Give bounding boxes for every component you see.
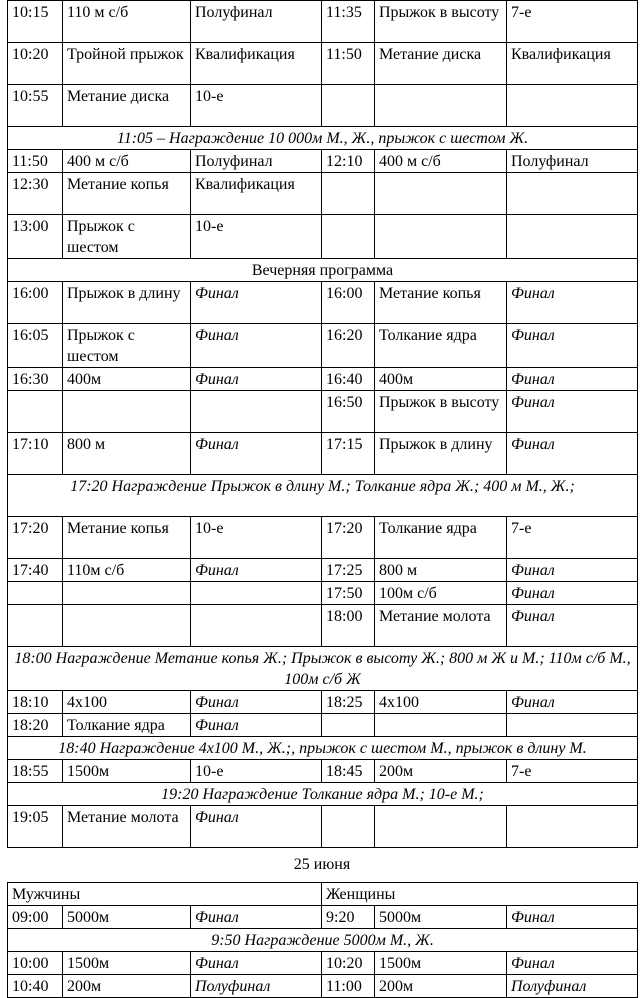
men-event-cell: Метание копья	[63, 517, 191, 559]
women-time-cell	[322, 173, 375, 215]
award-ceremony-row: 17:20 Награждение Прыжок в длину М.; Толкание ядра Ж.; 400 м М., Ж.;	[8, 475, 638, 517]
women-time-cell	[322, 806, 375, 848]
women-time-cell: 11:50	[322, 43, 375, 85]
men-event-cell: 400м	[63, 368, 191, 391]
women-event-cell: 100м с/б	[375, 582, 507, 605]
award-row	[8, 783, 638, 806]
men-event-cell: 800 м	[63, 433, 191, 475]
men-stage-cell: Финал	[191, 906, 322, 929]
men-time-cell: 09:00	[8, 906, 63, 929]
women-time-cell: 17:50	[322, 582, 375, 605]
women-event-cell: Прыжок в длину	[375, 433, 507, 475]
men-stage-cell: Квалификация	[191, 43, 322, 85]
women-event-cell: 400м	[375, 368, 507, 391]
women-stage-cell: Финал	[507, 368, 638, 391]
women-time-cell: 9:20	[322, 906, 375, 929]
women-time-cell: 16:20	[322, 324, 375, 368]
schedule-row	[8, 282, 638, 324]
women-event-cell	[375, 173, 507, 215]
women-time-cell: 18:25	[322, 691, 375, 714]
schedule-row	[8, 517, 638, 559]
men-time-cell	[8, 605, 63, 647]
women-event-cell	[375, 85, 507, 127]
women-event-cell: 5000м	[375, 906, 507, 929]
women-time-cell: 17:25	[322, 559, 375, 582]
men-event-cell: Метание копья	[63, 173, 191, 215]
women-event-cell: 200м	[375, 975, 507, 998]
men-event-cell	[63, 582, 191, 605]
women-event-cell: Метание молота	[375, 605, 507, 647]
women-stage-cell: Финал	[507, 582, 638, 605]
women-stage-cell: Финал	[507, 391, 638, 433]
men-stage-cell: Финал	[191, 691, 322, 714]
schedule-row	[8, 43, 638, 85]
men-stage-cell: 10-е	[191, 215, 322, 259]
women-time-cell: 16:50	[322, 391, 375, 433]
women-time-cell: 16:40	[322, 368, 375, 391]
women-stage-cell	[507, 215, 638, 259]
men-event-cell: 1500м	[63, 952, 191, 975]
men-time-cell: 19:05	[8, 806, 63, 848]
gender-header-row	[8, 883, 638, 906]
women-stage-cell: Квалификация	[507, 43, 638, 85]
men-stage-cell	[191, 582, 322, 605]
women-event-cell: 200м	[375, 760, 507, 783]
men-time-cell: 16:30	[8, 368, 63, 391]
award-row	[8, 475, 638, 517]
men-event-cell: Метание диска	[63, 85, 191, 127]
women-stage-cell: Финал	[507, 433, 638, 475]
men-stage-cell: Финал	[191, 952, 322, 975]
schedule-row	[8, 433, 638, 475]
women-time-cell: 16:00	[322, 282, 375, 324]
women-time-cell: 18:45	[322, 760, 375, 783]
men-event-cell: 5000м	[63, 906, 191, 929]
men-time-cell: 10:00	[8, 952, 63, 975]
women-event-cell: 800 м	[375, 559, 507, 582]
women-time-cell: 10:20	[322, 952, 375, 975]
award-row	[8, 647, 638, 691]
women-time-cell: 18:00	[322, 605, 375, 647]
schedule-row	[8, 173, 638, 215]
women-stage-cell: Полуфинал	[507, 975, 638, 998]
men-time-cell: 11:50	[8, 150, 63, 173]
men-time-cell: 13:00	[8, 215, 63, 259]
women-header: Женщины	[322, 883, 638, 906]
schedule-row	[8, 605, 638, 647]
men-stage-cell: 10-е	[191, 760, 322, 783]
men-time-cell	[8, 391, 63, 433]
award-ceremony-row: 18:40 Награждение 4х100 М., Ж.;, прыжок с шестом М., прыжок в длину М.	[8, 737, 638, 760]
award-row	[8, 929, 638, 952]
men-event-cell: 110м с/б	[63, 559, 191, 582]
women-event-cell: 400 м с/б	[375, 150, 507, 173]
women-event-cell: 1500м	[375, 952, 507, 975]
women-time-cell: 11:00	[322, 975, 375, 998]
women-event-cell: Прыжок в высоту	[375, 1, 507, 43]
women-stage-cell	[507, 714, 638, 737]
section-title: Вечерняя программа	[8, 259, 638, 282]
women-stage-cell	[507, 806, 638, 848]
women-stage-cell: Финал	[507, 691, 638, 714]
section-row	[8, 259, 638, 282]
schedule-row	[8, 368, 638, 391]
men-event-cell: Толкание ядра	[63, 714, 191, 737]
schedule-row	[8, 714, 638, 737]
award-ceremony-row: 11:05 – Награждение 10 000м М., Ж., прыжок с шестом Ж.	[8, 127, 638, 150]
men-stage-cell: Полуфинал	[191, 975, 322, 998]
men-time-cell: 16:00	[8, 282, 63, 324]
women-event-cell: Толкание ядра	[375, 324, 507, 368]
women-time-cell	[322, 714, 375, 737]
men-event-cell	[63, 605, 191, 647]
women-time-cell	[322, 215, 375, 259]
schedule-row	[8, 806, 638, 848]
women-event-cell: 4х100	[375, 691, 507, 714]
schedule-row	[8, 582, 638, 605]
schedule-row	[8, 975, 638, 998]
women-stage-cell: Полуфинал	[507, 150, 638, 173]
schedule-row	[8, 150, 638, 173]
schedule-table-day1	[7, 0, 638, 848]
men-time-cell: 17:20	[8, 517, 63, 559]
women-event-cell	[375, 714, 507, 737]
men-time-cell: 18:55	[8, 760, 63, 783]
men-event-cell: Тройной прыжок	[63, 43, 191, 85]
men-time-cell: 18:20	[8, 714, 63, 737]
women-stage-cell: Финал	[507, 324, 638, 368]
women-event-cell	[375, 215, 507, 259]
men-event-cell	[63, 391, 191, 433]
schedule-row	[8, 391, 638, 433]
women-stage-cell: Финал	[507, 906, 638, 929]
schedule-row	[8, 952, 638, 975]
men-event-cell: 400 м с/б	[63, 150, 191, 173]
men-header: Мужчины	[8, 883, 322, 906]
men-stage-cell: Финал	[191, 559, 322, 582]
men-stage-cell: Финал	[191, 368, 322, 391]
men-time-cell	[8, 582, 63, 605]
women-stage-cell: Финал	[507, 952, 638, 975]
award-row	[8, 737, 638, 760]
men-stage-cell: Полуфинал	[191, 150, 322, 173]
men-stage-cell	[191, 391, 322, 433]
schedule-row	[8, 1, 638, 43]
men-stage-cell: Финал	[191, 714, 322, 737]
men-stage-cell: 10-е	[191, 85, 322, 127]
men-time-cell: 10:55	[8, 85, 63, 127]
award-ceremony-row: 18:00 Награждение Метание копья Ж.; Прыжок в высоту Ж.; 800 м Ж и М.; 110м с/б М., 100м с/б Ж	[8, 647, 638, 691]
schedule-row	[8, 559, 638, 582]
men-event-cell: Прыжок с шестом	[63, 324, 191, 368]
women-stage-cell: 7-е	[507, 1, 638, 43]
women-time-cell: 17:15	[322, 433, 375, 475]
men-time-cell: 17:40	[8, 559, 63, 582]
men-time-cell: 12:30	[8, 173, 63, 215]
schedule-row	[8, 760, 638, 783]
men-stage-cell: Финал	[191, 282, 322, 324]
men-time-cell: 16:05	[8, 324, 63, 368]
men-stage-cell: Квалификация	[191, 173, 322, 215]
men-event-cell: 4х100	[63, 691, 191, 714]
women-time-cell: 17:20	[322, 517, 375, 559]
men-event-cell: 110 м с/б	[63, 1, 191, 43]
men-event-cell: 1500м	[63, 760, 191, 783]
women-time-cell: 12:10	[322, 150, 375, 173]
men-event-cell: Прыжок в длину	[63, 282, 191, 324]
schedule-row	[8, 215, 638, 259]
women-event-cell: Прыжок в высоту	[375, 391, 507, 433]
women-event-cell: Метание копья	[375, 282, 507, 324]
men-stage-cell: Финал	[191, 324, 322, 368]
women-time-cell	[322, 85, 375, 127]
women-stage-cell: 7-е	[507, 517, 638, 559]
men-time-cell: 10:15	[8, 1, 63, 43]
schedule-row	[8, 691, 638, 714]
women-stage-cell	[507, 85, 638, 127]
women-stage-cell: Финал	[507, 559, 638, 582]
men-stage-cell	[191, 605, 322, 647]
women-event-cell: Метание диска	[375, 43, 507, 85]
award-ceremony-row: 19:20 Награждение Толкание ядра М.; 10-е М.;	[8, 783, 638, 806]
women-stage-cell: Финал	[507, 282, 638, 324]
men-event-cell: Прыжок с шестом	[63, 215, 191, 259]
men-stage-cell: Финал	[191, 806, 322, 848]
men-stage-cell: Полуфинал	[191, 1, 322, 43]
men-time-cell: 18:10	[8, 691, 63, 714]
women-stage-cell: Финал	[507, 605, 638, 647]
men-time-cell: 10:20	[8, 43, 63, 85]
men-stage-cell: Финал	[191, 433, 322, 475]
women-event-cell: Толкание ядра	[375, 517, 507, 559]
award-row	[8, 127, 638, 150]
award-ceremony-row: 9:50 Награждение 5000м М., Ж.	[8, 929, 638, 952]
men-event-cell: 200м	[63, 975, 191, 998]
men-event-cell: Метание молота	[63, 806, 191, 848]
men-time-cell: 10:40	[8, 975, 63, 998]
men-stage-cell: 10-е	[191, 517, 322, 559]
schedule-row	[8, 906, 638, 929]
schedule-row	[8, 324, 638, 368]
women-event-cell	[375, 806, 507, 848]
men-time-cell: 17:10	[8, 433, 63, 475]
schedule-table-day2	[7, 882, 638, 998]
women-stage-cell	[507, 173, 638, 215]
schedule-row	[8, 85, 638, 127]
women-stage-cell: 7-е	[507, 760, 638, 783]
date-title: 25 июня	[293, 856, 351, 873]
women-time-cell: 11:35	[322, 1, 375, 43]
